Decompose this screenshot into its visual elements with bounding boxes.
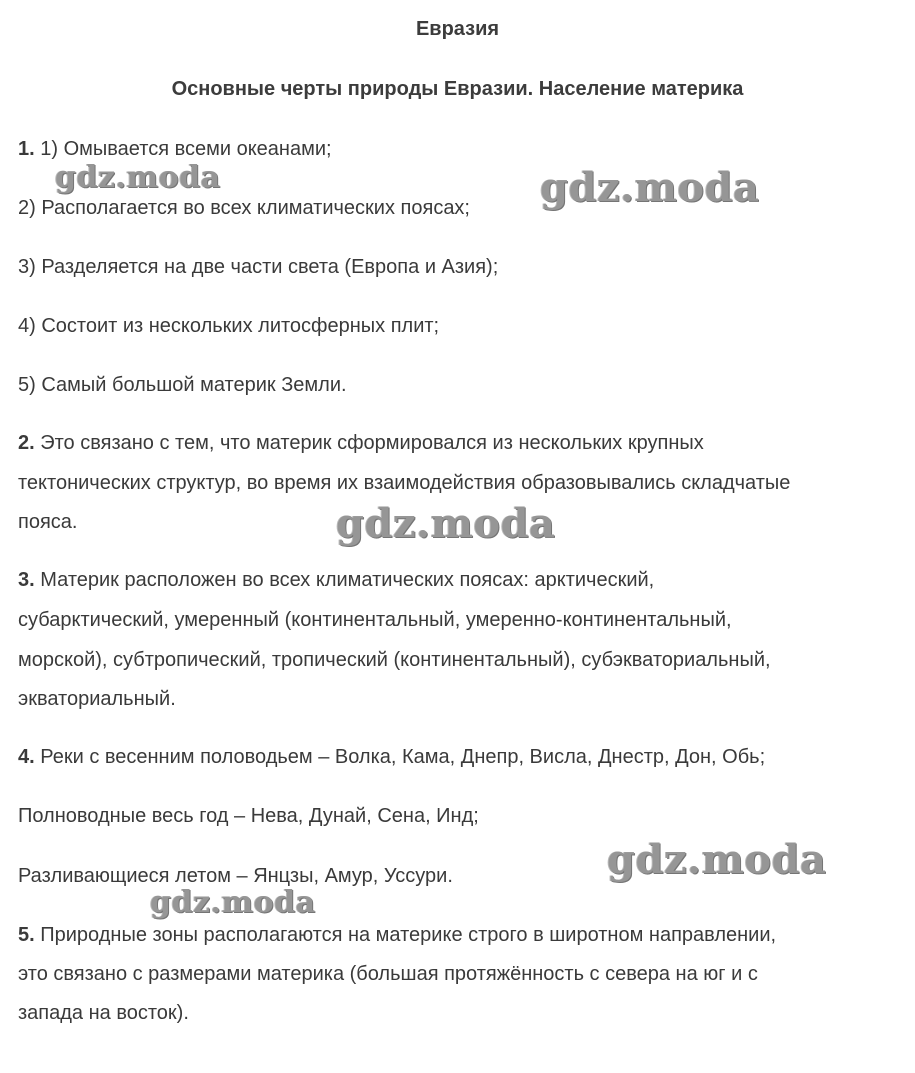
answer-5-line-3: запада на восток). bbox=[18, 1002, 189, 1024]
answer-5-line-1 bbox=[18, 923, 776, 947]
answer-3-line-4: экваториальный. bbox=[18, 688, 176, 710]
answer-1-line-2: 2) Располагается во всех климатических поясах; bbox=[18, 197, 470, 219]
answer-3-number: 3. bbox=[18, 569, 35, 591]
watermark: gdz.moda bbox=[607, 836, 827, 883]
watermark: gdz.moda bbox=[55, 160, 221, 195]
answer-1-number: 1. bbox=[18, 138, 35, 160]
answer-1-line-4: 4) Состоит из нескольких литосферных плит; bbox=[18, 315, 440, 337]
answer-1-line-1 bbox=[18, 137, 332, 161]
answer-2-number: 2. bbox=[18, 432, 35, 454]
answer-3-line-2: субарктический, умеренный (континентальный, умеренно-континентальный, bbox=[18, 609, 732, 631]
answer-2-line-1 bbox=[18, 431, 704, 455]
page-subtitle: Основные черты природы Евразии. Население материка bbox=[171, 78, 744, 100]
answer-4-line-1 bbox=[18, 745, 765, 769]
answer-4-number: 4. bbox=[18, 746, 35, 768]
answer-2-line-2: тектонических структур, во время их взаимодействия образовывались складчатые bbox=[18, 472, 791, 494]
answer-5-line-2: это связано с размерами материка (большая протяжённость с севера на юг и с bbox=[18, 963, 758, 985]
watermark: gdz.moda bbox=[150, 885, 316, 920]
answer-1-line-3: 3) Разделяется на две части света (Европа и Азия); bbox=[18, 256, 499, 278]
answer-3-text: Материк расположен во всех климатических поясах: арктический, bbox=[40, 569, 655, 591]
answer-4-line-2: Полноводные весь год – Нева, Дунай, Сена, Инд; bbox=[18, 805, 479, 827]
answer-1-text: 1) Омывается всеми океанами; bbox=[40, 138, 332, 160]
answer-2-line-3: пояса. bbox=[18, 511, 78, 533]
watermark: gdz.moda bbox=[336, 500, 556, 547]
answer-2-text: Это связано с тем, что материк сформировался из нескольких крупных bbox=[40, 432, 704, 454]
answer-1-line-5: 5) Самый большой материк Земли. bbox=[18, 374, 347, 396]
answer-4-line-3: Разливающиеся летом – Янцзы, Амур, Уссури. bbox=[18, 865, 453, 887]
answer-5-number: 5. bbox=[18, 924, 35, 946]
watermark: gdz.moda bbox=[540, 164, 760, 211]
answer-5-text: Природные зоны располагаются на материке строго в широтном направлении, bbox=[40, 924, 777, 946]
answer-3-line-1 bbox=[18, 568, 654, 592]
page-title: Евразия bbox=[415, 18, 500, 40]
answer-4-text: Реки с весенним половодьем – Волка, Кама, Днепр, Висла, Днестр, Дон, Обь; bbox=[40, 746, 766, 768]
answer-3-line-3: морской), субтропический, тропический (континентальный), субэкваториальный, bbox=[18, 649, 771, 671]
